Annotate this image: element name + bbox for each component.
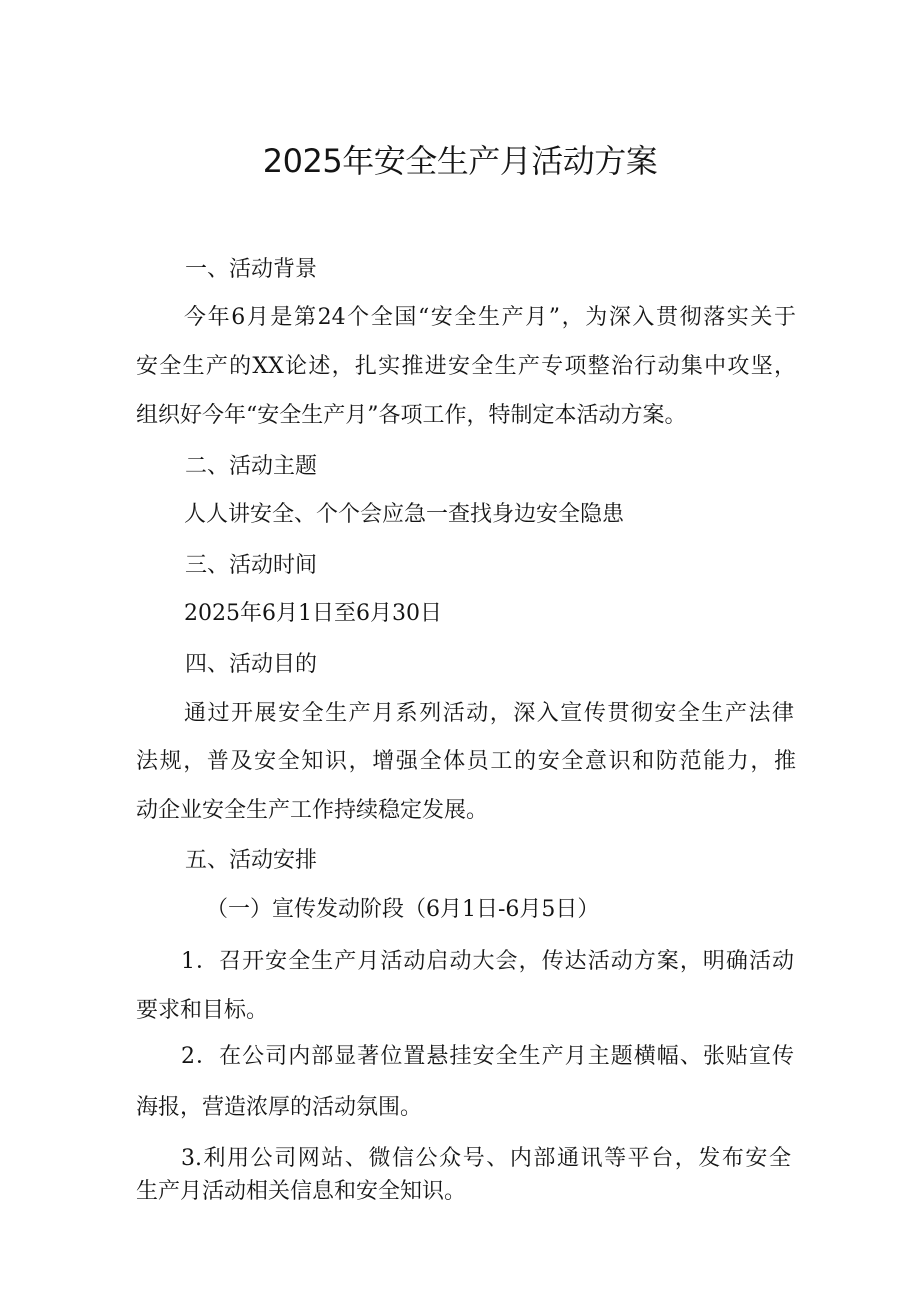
document-title: 2025年安全生产月活动方案 bbox=[262, 142, 658, 180]
purpose-paragraph-line-2: 法规，普及安全知识，增强全体员工的安全意识和防范能力，推 bbox=[136, 749, 796, 774]
purpose-paragraph-line-1: 通过开展安全生产月系列活动，深入宣传贯彻安全生产法律 bbox=[184, 701, 794, 726]
section-heading-purpose: 四、活动目的 bbox=[185, 652, 318, 677]
background-paragraph-line-1: 今年6月是第24个全国“安全生产月”，为深入贯彻落实关于 bbox=[184, 305, 796, 330]
arrangement-item-2-line-1: 2．在公司内部显著位置悬挂安全生产月主题横幅、张贴宣传 bbox=[181, 1044, 794, 1069]
stage-1-title: （一）宣传发动阶段（6月1日-6月5日） bbox=[206, 897, 600, 922]
arrangement-item-2-line-2: 海报，营造浓厚的活动氛围。 bbox=[136, 1095, 423, 1120]
section-heading-time: 三、活动时间 bbox=[185, 553, 318, 578]
purpose-paragraph-line-3: 动企业安全生产工作持续稳定发展。 bbox=[136, 798, 489, 823]
background-paragraph-line-2: 安全生产的XX论述，扎实推进安全生产专项整治行动集中攻坚， bbox=[136, 354, 796, 379]
arrangement-item-1-line-1: 1．召开安全生产月活动启动大会，传达活动方案，明确活动 bbox=[181, 949, 794, 974]
arrangement-item-1-line-2: 要求和目标。 bbox=[136, 998, 269, 1023]
theme-text: 人人讲安全、个个会应急一查找身边安全隐患 bbox=[184, 502, 625, 527]
background-paragraph-line-3: 组织好今年“安全生产月”各项工作，特制定本活动方案。 bbox=[136, 403, 687, 428]
arrangement-item-3-line-1: 3.利用公司网站、微信公众号、内部通讯等平台，发布安全 bbox=[181, 1146, 791, 1171]
section-heading-background: 一、活动背景 bbox=[185, 257, 318, 282]
arrangement-item-3-line-2: 生产月活动相关信息和安全知识。 bbox=[136, 1179, 467, 1204]
time-text: 2025年6月1日至6月30日 bbox=[184, 601, 442, 626]
section-heading-theme: 二、活动主题 bbox=[185, 454, 318, 479]
section-heading-arrangement: 五、活动安排 bbox=[185, 848, 318, 873]
